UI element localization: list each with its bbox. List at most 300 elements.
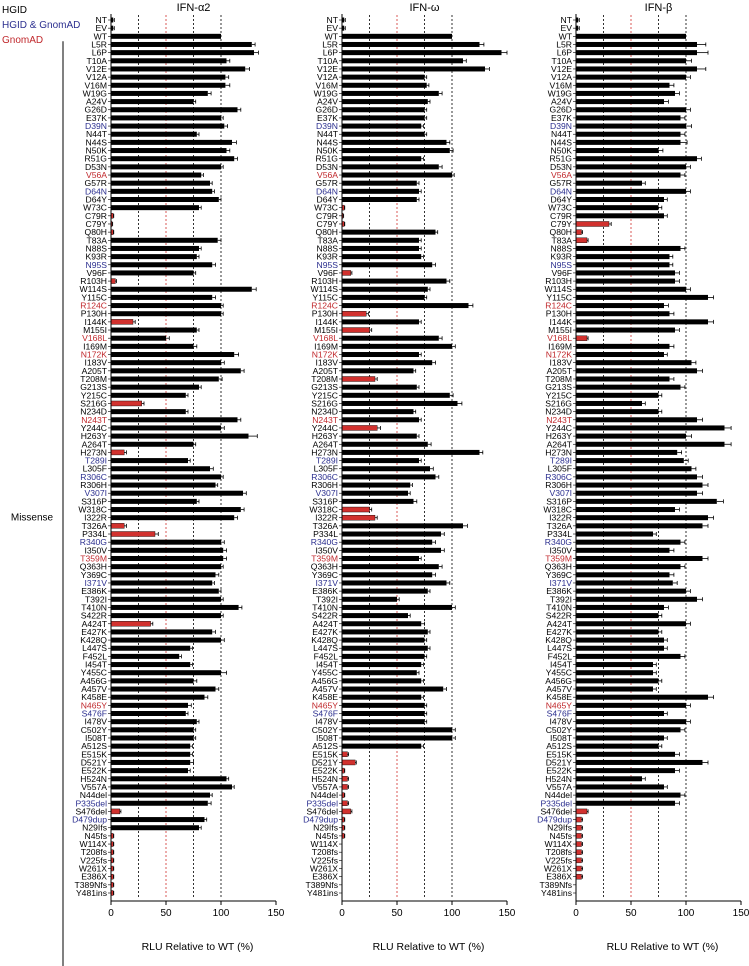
bar: [342, 442, 428, 447]
y-tick-label: N465Y: [545, 700, 572, 711]
bar: [576, 425, 725, 430]
y-tick-label: H524N: [545, 773, 572, 784]
bar: [111, 115, 221, 120]
bar: [576, 205, 659, 210]
bar: [111, 75, 225, 80]
x-tick-label: 50: [391, 908, 403, 919]
y-tick-label: V12A: [550, 72, 572, 83]
x-tick-label: 50: [625, 908, 637, 919]
y-tick-label: T83A: [551, 235, 572, 246]
y-tick-label: R306C: [80, 471, 107, 482]
bar: [576, 711, 664, 716]
bar: [576, 638, 664, 643]
y-tick-label: K458E: [546, 692, 572, 703]
y-tick-label: T389Nfs: [74, 879, 107, 890]
y-tick-label: E427K: [312, 626, 338, 637]
bar: [576, 156, 697, 161]
bar: [342, 99, 428, 104]
y-tick-label: R340G: [79, 537, 107, 548]
bar: [111, 654, 179, 659]
y-tick-label: T359M: [311, 553, 338, 564]
y-tick-label: E515K: [81, 749, 107, 760]
bar: [342, 197, 417, 202]
bar: [111, 336, 166, 341]
bar: [111, 148, 227, 153]
y-tick-label: G57R: [549, 178, 572, 189]
y-tick-label: V307I: [549, 488, 572, 499]
bar: [342, 156, 421, 161]
y-tick-label: I478V: [549, 716, 572, 727]
y-tick-label: EV: [560, 23, 572, 34]
bar: [111, 417, 238, 422]
bar: [576, 124, 686, 129]
bar: [342, 148, 450, 153]
bar: [342, 401, 458, 406]
y-tick-label: N44S: [550, 137, 572, 148]
y-tick-label: A24V: [550, 96, 572, 107]
y-tick-label: Q80H: [315, 227, 338, 238]
y-tick-label: W19G: [313, 88, 338, 99]
panel-1: [72, 2, 285, 953]
y-tick-label: I183V: [84, 357, 107, 368]
y-tick-label: V168L: [82, 333, 107, 344]
y-tick-label: E386X: [312, 871, 338, 882]
y-tick-label: Y455C: [311, 667, 338, 678]
panel-2: [303, 2, 516, 953]
y-tick-label: T389Nfs: [305, 879, 338, 890]
bar: [576, 50, 697, 55]
bar: [576, 784, 664, 789]
y-tick-label: C79Y: [550, 218, 572, 229]
bar: [576, 287, 686, 292]
y-tick-label: P334L: [547, 529, 572, 540]
bar: [576, 474, 697, 479]
bar: [342, 719, 425, 724]
y-tick-label: W114X: [310, 839, 338, 850]
y-tick-label: T410N: [312, 602, 338, 613]
y-tick-label: D64N: [550, 186, 572, 197]
y-tick-label: T326A: [546, 520, 572, 531]
y-tick-label: W261X: [78, 863, 107, 874]
y-tick-label: S422R: [311, 610, 338, 621]
y-tick-label: P130H: [80, 308, 107, 319]
bar: [576, 434, 686, 439]
y-tick-label: C79Y: [316, 218, 338, 229]
bar: [342, 42, 480, 47]
bar: [342, 564, 439, 569]
y-tick-label: E386K: [312, 586, 338, 597]
y-tick-label: V56A: [550, 170, 572, 181]
bar: [342, 752, 348, 757]
bar: [111, 760, 190, 765]
y-tick-label: N50K: [550, 145, 572, 156]
x-axis-label: RLU Relative to WT (%): [372, 941, 485, 953]
y-tick-label: A264T: [81, 439, 107, 450]
y-tick-label: W73C: [83, 202, 107, 213]
bar: [111, 352, 234, 357]
y-tick-label: T359M: [80, 553, 107, 564]
bar: [576, 254, 670, 259]
bar: [576, 458, 684, 463]
y-tick-label: S476del: [306, 806, 338, 817]
bar: [576, 75, 686, 80]
y-tick-label: D64N: [316, 186, 338, 197]
y-tick-label: L6P: [91, 47, 107, 58]
y-tick-label: Y455C: [545, 667, 572, 678]
y-tick-label: D53N: [316, 161, 338, 172]
bar: [576, 66, 697, 71]
bar: [576, 132, 681, 137]
bar: [576, 352, 664, 357]
bar: [111, 409, 186, 414]
bar: [342, 695, 421, 700]
y-tick-label: S316P: [81, 496, 107, 507]
bar: [576, 670, 653, 675]
y-tick-label: K428Q: [311, 635, 338, 646]
y-tick-label: I169M: [548, 341, 572, 352]
y-tick-label: W114X: [544, 839, 572, 850]
bar: [111, 360, 221, 365]
y-tick-label: V557A: [546, 781, 572, 792]
y-tick-label: I144K: [84, 316, 107, 327]
y-tick-label: E386X: [546, 871, 572, 882]
y-tick-label: S316P: [312, 496, 338, 507]
y-tick-label: V12E: [85, 63, 107, 74]
bar: [111, 532, 155, 537]
bar: [111, 507, 241, 512]
y-tick-label: T289I: [550, 455, 572, 466]
y-tick-label: A424T: [312, 618, 338, 629]
bar: [576, 687, 653, 692]
bar: [576, 328, 675, 333]
bar: [111, 270, 194, 275]
y-tick-label: V168L: [547, 333, 572, 344]
y-tick-label: Q80H: [549, 227, 572, 238]
bar: [576, 515, 708, 520]
bar: [576, 793, 681, 798]
bar: [111, 801, 208, 806]
bar: [111, 181, 210, 186]
y-tick-label: E522K: [546, 765, 572, 776]
bar: [111, 817, 205, 822]
bar: [576, 629, 659, 634]
bar: [576, 91, 675, 96]
y-tick-label: T289I: [85, 455, 107, 466]
y-tick-label: P130H: [545, 308, 572, 319]
bar: [576, 197, 664, 202]
y-tick-label: WT: [558, 31, 572, 42]
bar: [111, 662, 190, 667]
bar: [342, 727, 452, 732]
y-tick-label: A24V: [316, 96, 338, 107]
bar: [576, 401, 642, 406]
bar: [342, 393, 450, 398]
bar: [111, 401, 142, 406]
y-tick-label: V96F: [551, 267, 572, 278]
y-tick-label: F452L: [82, 651, 107, 662]
bar: [111, 254, 197, 259]
y-tick-label: I478V: [84, 716, 107, 727]
y-tick-label: W261X: [309, 863, 338, 874]
bar: [576, 613, 659, 618]
bar: [576, 238, 587, 243]
bar: [111, 719, 197, 724]
bar: [576, 376, 670, 381]
y-tick-label: I371V: [549, 577, 572, 588]
y-tick-label: N50K: [85, 145, 107, 156]
bar: [342, 425, 377, 430]
panel-title: IFN-β: [644, 2, 673, 14]
bar: [342, 124, 421, 129]
y-tick-label: Q363H: [544, 561, 572, 572]
y-tick-label: Y115C: [81, 292, 107, 303]
y-tick-label: Y369C: [311, 569, 338, 580]
y-tick-label: L305F: [82, 463, 107, 474]
bar: [576, 279, 675, 284]
bar: [111, 344, 194, 349]
y-tick-label: A264T: [546, 439, 572, 450]
y-tick-label: Y244C: [311, 422, 338, 433]
y-tick-label: T208M: [80, 373, 107, 384]
y-tick-label: D39N: [316, 121, 338, 132]
bar: [576, 825, 582, 830]
y-tick-label: I144K: [315, 316, 338, 327]
y-tick-label: G213S: [80, 382, 107, 393]
bar: [342, 532, 441, 537]
bar: [342, 181, 417, 186]
bar: [111, 564, 221, 569]
y-tick-label: T289I: [316, 455, 338, 466]
y-tick-label: G57R: [84, 178, 107, 189]
y-tick-label: Q363H: [79, 561, 107, 572]
bar: [576, 270, 675, 275]
y-tick-label: C79R: [316, 210, 338, 221]
bar: [111, 83, 225, 88]
bar: [111, 540, 221, 545]
bar: [342, 483, 410, 488]
y-tick-label: NT: [326, 15, 338, 25]
y-tick-label: K428Q: [545, 635, 572, 646]
y-tick-label: R340G: [544, 537, 572, 548]
bar: [576, 833, 582, 838]
bar: [342, 589, 428, 594]
x-tick-label: 150: [267, 908, 285, 919]
y-tick-label: N88S: [85, 243, 107, 254]
bar: [342, 670, 417, 675]
y-tick-label: R306H: [80, 480, 107, 491]
y-tick-label: E515K: [546, 749, 572, 760]
x-axis-label: RLU Relative to WT (%): [606, 941, 719, 953]
y-tick-label: F452L: [313, 651, 338, 662]
bar: [342, 189, 419, 194]
y-tick-label: A457V: [546, 684, 572, 695]
bar: [576, 532, 653, 537]
bar: [342, 140, 447, 145]
y-tick-label: E37K: [85, 112, 107, 123]
bar: [111, 572, 216, 577]
y-tick-label: L305F: [313, 463, 338, 474]
y-tick-label: G213S: [311, 382, 338, 393]
y-tick-label: S422R: [545, 610, 572, 621]
bar: [576, 173, 681, 178]
bar: [576, 450, 677, 455]
y-tick-label: L5R: [322, 39, 338, 50]
y-tick-label: N44T: [85, 129, 107, 140]
y-tick-label: E37K: [316, 112, 338, 123]
bar: [111, 91, 208, 96]
bar: [576, 523, 703, 528]
bar: [576, 311, 670, 316]
y-tick-label: T410N: [81, 602, 107, 613]
y-tick-label: H273N: [80, 447, 107, 458]
bar: [342, 638, 425, 643]
x-tick-label: 0: [108, 908, 114, 919]
bar: [342, 262, 432, 267]
bar: [576, 99, 664, 104]
y-tick-label: M155I: [548, 325, 572, 336]
bar: [342, 270, 351, 275]
bar: [342, 654, 425, 659]
bar: [111, 34, 221, 39]
y-tick-label: I322R: [84, 512, 107, 523]
y-tick-label: N172K: [311, 349, 338, 360]
y-tick-label: V557A: [312, 781, 338, 792]
y-tick-label: D64N: [85, 186, 107, 197]
y-tick-label: N243T: [546, 414, 572, 425]
bar: [111, 368, 241, 373]
y-tick-label: V225fs: [311, 855, 338, 866]
y-tick-label: I371V: [315, 577, 338, 588]
y-tick-label: WT: [93, 31, 107, 42]
y-tick-label: T208M: [545, 373, 572, 384]
y-tick-label: N45fs: [315, 830, 338, 841]
y-tick-label: W73C: [548, 202, 572, 213]
y-tick-label: N88S: [316, 243, 338, 254]
y-tick-label: R306C: [311, 471, 338, 482]
bar: [576, 417, 697, 422]
x-tick-label: 100: [677, 908, 695, 919]
x-tick-label: 150: [498, 908, 516, 919]
y-tick-label: H263Y: [311, 431, 338, 442]
y-tick-label: C502Y: [80, 724, 107, 735]
y-tick-label: N44S: [316, 137, 338, 148]
x-tick-label: 150: [732, 908, 749, 919]
bar: [111, 295, 212, 300]
y-tick-label: D64Y: [550, 194, 572, 205]
bar: [342, 434, 417, 439]
y-tick-label: Q80H: [84, 227, 107, 238]
bar: [111, 164, 221, 169]
bar: [576, 368, 697, 373]
bar: [342, 34, 452, 39]
x-tick-label: 50: [160, 908, 172, 919]
y-tick-label: V56A: [316, 170, 338, 181]
bar: [342, 744, 421, 749]
bar: [342, 450, 480, 455]
y-tick-label: R124C: [545, 300, 572, 311]
y-tick-label: I144K: [549, 316, 572, 327]
bar: [111, 589, 219, 594]
bar: [342, 50, 502, 55]
x-axis-label: RLU Relative to WT (%): [141, 941, 254, 953]
y-tick-label: A205T: [546, 365, 572, 376]
y-tick-label: A205T: [81, 365, 107, 376]
bar: [111, 262, 212, 267]
bar: [342, 678, 421, 683]
y-tick-label: I454T: [85, 659, 107, 670]
y-tick-label: V168L: [313, 333, 338, 344]
y-tick-label: I183V: [549, 357, 572, 368]
bar: [111, 499, 197, 504]
y-tick-label: N465Y: [311, 700, 338, 711]
bar: [111, 319, 133, 324]
y-tick-label: NT: [560, 15, 572, 25]
y-tick-label: N44T: [550, 129, 572, 140]
bar: [342, 311, 366, 316]
bar: [111, 703, 188, 708]
bar: [576, 760, 703, 765]
bar: [576, 735, 664, 740]
bar: [342, 376, 375, 381]
bar: [342, 66, 485, 71]
y-tick-label: G26D: [84, 104, 107, 115]
bar: [576, 817, 582, 822]
bar: [342, 132, 425, 137]
bar: [342, 238, 419, 243]
y-tick-label: I478V: [315, 716, 338, 727]
bar: [576, 703, 686, 708]
y-tick-label: N465Y: [80, 700, 107, 711]
panel-title: IFN-ω: [409, 2, 440, 14]
y-tick-label: D521Y: [80, 757, 107, 768]
bar: [111, 629, 212, 634]
bar: [576, 164, 686, 169]
y-tick-label: A456G: [545, 675, 572, 686]
bar: [111, 303, 221, 308]
bar: [576, 336, 587, 341]
bar: [111, 132, 197, 137]
bar: [342, 776, 348, 781]
legend-hgid-gnomad: HGID & GnomAD: [2, 20, 81, 31]
bar: [111, 793, 210, 798]
bar: [576, 148, 659, 153]
y-tick-label: I454T: [550, 659, 572, 670]
y-tick-label: Y369C: [80, 569, 107, 580]
y-tick-label: N44del: [310, 790, 338, 801]
bar: [342, 597, 397, 602]
bar: [111, 809, 120, 814]
y-tick-label: T208M: [311, 373, 338, 384]
y-tick-label: Y455C: [80, 667, 107, 678]
bar: [576, 393, 659, 398]
bar: [576, 678, 659, 683]
y-tick-label: T389Nfs: [539, 879, 572, 890]
bar: [111, 687, 216, 692]
y-tick-label: D39N: [85, 121, 107, 132]
y-tick-label: V12E: [316, 63, 338, 74]
y-tick-label: P130H: [311, 308, 338, 319]
panel-title: IFN-α2: [176, 2, 211, 14]
y-tick-label: S216G: [80, 398, 107, 409]
bar: [342, 523, 463, 528]
bar: [342, 572, 432, 577]
y-tick-label: N95S: [85, 259, 107, 270]
y-tick-label: A205T: [312, 365, 338, 376]
y-tick-label: G57R: [315, 178, 338, 189]
bar: [342, 735, 452, 740]
bar: [342, 458, 419, 463]
y-tick-label: I169M: [314, 341, 338, 352]
